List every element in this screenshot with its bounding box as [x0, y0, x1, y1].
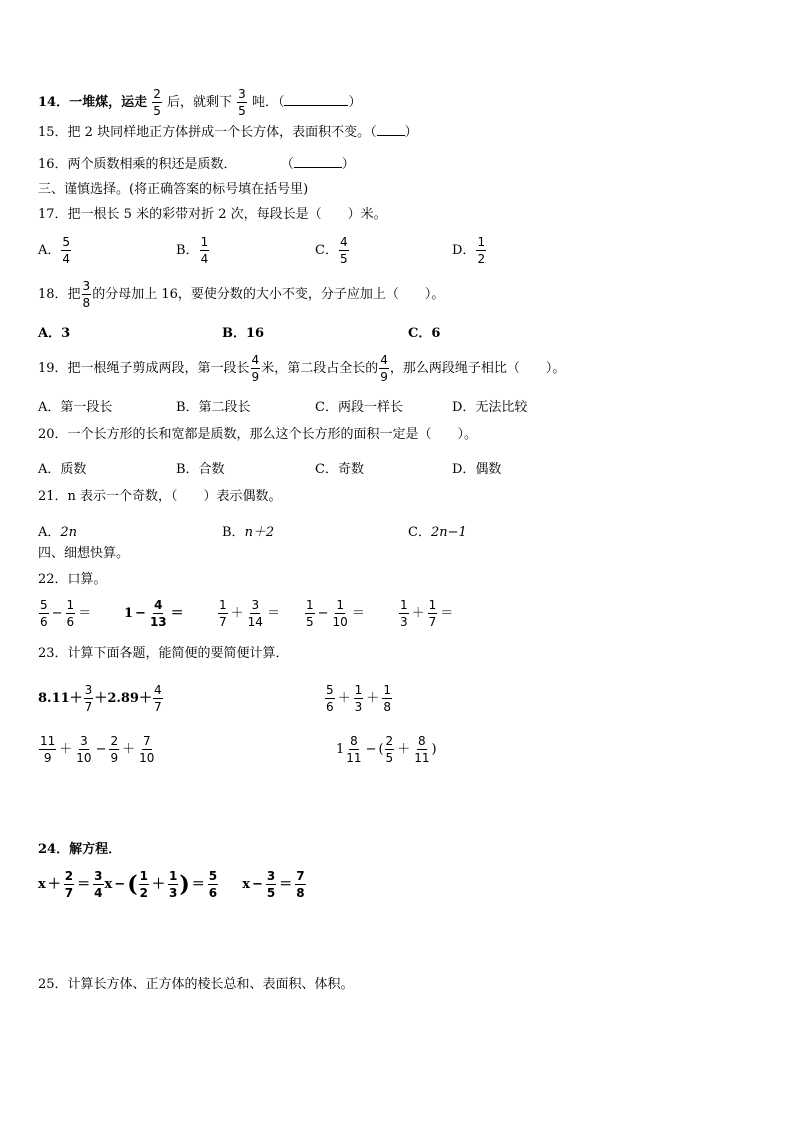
q23-expr-2: $\frac{5}{6}$ ＋ $\frac{1}{3}$ ＋ $\frac{1}{8}$ — [326, 683, 391, 714]
q23-expr-1: 8.11＋ $\frac{3}{7}$ ＋2.89＋ $\frac{4}{7}$ — [38, 683, 162, 714]
q16-text-a: 16．两个质数相乘的积还是质数． — [38, 157, 237, 172]
q19-option-c[interactable]: C．两段一样长 — [315, 400, 403, 415]
q21-option-b[interactable]: B．n＋2 — [222, 525, 275, 540]
q20-option-c[interactable]: C．奇数 — [315, 462, 364, 477]
q14-text-a: 14．一堆煤，运走 — [38, 95, 148, 110]
question-16 — [38, 156, 355, 173]
q19-option-d[interactable]: D．无法比较 — [452, 400, 528, 415]
q22-expr-1: $\frac{5}{6}$ − $\frac{1}{6}$ ＝ — [40, 598, 92, 629]
q14-fraction-2: $\frac{3}{5}$ — [238, 87, 246, 118]
q14-text-b: 后，就剩下 — [167, 95, 233, 110]
q16-text-b: （ — [280, 157, 294, 172]
q17-option-b[interactable]: B． $\frac{1}{4}$ — [176, 235, 209, 266]
question-22: 22．口算。 — [38, 572, 107, 587]
question-21: 21．n 表示一个奇数，（ ）表示偶数。 — [38, 489, 282, 504]
q15-text-a: 15．把 2 块同样地正方体拼成一个长方体，表面积不变。（ — [38, 125, 377, 140]
q17-option-c[interactable]: C． $\frac{4}{5}$ — [315, 235, 348, 266]
q18-option-a[interactable]: A．3 — [38, 326, 71, 341]
q24-equations: x ＋ $\frac{2}{7}$ ＝ $\frac{3}{4}$ x −( $\frac{1}{2}$ ＋ $\frac{1}{3}$ ) ＝ $\frac{5}{6}$ x − $\frac{3}{5}$ ＝ $\frac{7}{8}$ — [38, 869, 305, 900]
q20-option-a[interactable]: A．质数 — [38, 462, 87, 477]
q23-expr-3: $\frac{11}{9}$ ＋ $\frac{3}{10}$ − $\frac{2}{9}$ ＋ $\frac{7}{10}$ — [40, 734, 155, 765]
q22-expr-4: $\frac{1}{5}$ − $\frac{1}{10}$ ＝ — [306, 598, 365, 629]
question-24: 24．解方程． — [38, 842, 122, 857]
answer-blank[interactable] — [294, 156, 342, 168]
question-14 — [38, 88, 361, 117]
q18-option-b[interactable]: B．16 — [222, 326, 265, 341]
q19-option-b[interactable]: B．第二段长 — [176, 400, 251, 415]
question-18: 18．把 $\frac{3}{8}$ 的分母加上 16，要使分数的大小不变，分子应加上（ ）。 — [38, 279, 445, 310]
question-23: 23．计算下面各题，能简便的要简便计算． — [38, 646, 289, 661]
question-20: 20．一个长方形的长和宽都是质数，那么这个长方形的面积一定是（ ）。 — [38, 427, 478, 442]
q18-option-c[interactable]: C．6 — [408, 326, 441, 341]
q22-expr-3: $\frac{1}{7}$ ＋ $\frac{3}{14}$ ＝ — [219, 598, 280, 629]
q18-fraction: $\frac{3}{8}$ — [82, 279, 91, 310]
answer-blank[interactable] — [284, 94, 348, 106]
q17-option-a[interactable]: A． $\frac{5}{4}$ — [38, 235, 71, 266]
section-3-heading: 三、谨慎选择。(将正确答案的标号填在括号里) — [38, 182, 309, 197]
q15-text-b: ） — [404, 125, 418, 140]
q22-expr-2: 1 − $\frac{4}{13}$ ＝ — [124, 598, 184, 629]
q20-option-d[interactable]: D．偶数 — [452, 462, 502, 477]
answer-blank[interactable] — [377, 124, 405, 136]
q21-option-c[interactable]: C．2n−1 — [408, 525, 467, 540]
question-17: 17．把一根长 5 米的彩带对折 2 次，每段长是（ ）米。 — [38, 207, 387, 222]
q14-fraction-1: $\frac{2}{5}$ — [153, 87, 161, 118]
question-19: 19．把一根绳子剪成两段，第一段长 $\frac{4}{9}$ 米，第二段占全长的 $\frac{4}{9}$ ，那么两段绳子相比（ ）。 — [38, 353, 566, 384]
q23-expr-4: 1 $\frac{8}{11}$ − ( $\frac{2}{5}$ ＋ $\frac{8}{11}$ ) — [336, 734, 437, 765]
q17-option-d[interactable]: D． $\frac{1}{2}$ — [452, 235, 486, 266]
q16-text-c: ） — [341, 157, 355, 172]
question-15 — [38, 124, 418, 141]
q22-expr-5: $\frac{1}{3}$ ＋ $\frac{1}{7}$ ＝ — [400, 598, 454, 629]
q21-option-a[interactable]: A．2n — [38, 525, 78, 540]
section-4-heading: 四、细想快算。 — [38, 546, 130, 561]
q20-option-b[interactable]: B．合数 — [176, 462, 225, 477]
question-25: 25．计算长方体、正方体的棱长总和、表面积、体积。 — [38, 977, 354, 992]
q19-option-a[interactable]: A．第一段长 — [38, 400, 113, 415]
q14-text-d: ） — [348, 95, 362, 110]
q14-text-c: 吨．（ — [251, 95, 285, 110]
